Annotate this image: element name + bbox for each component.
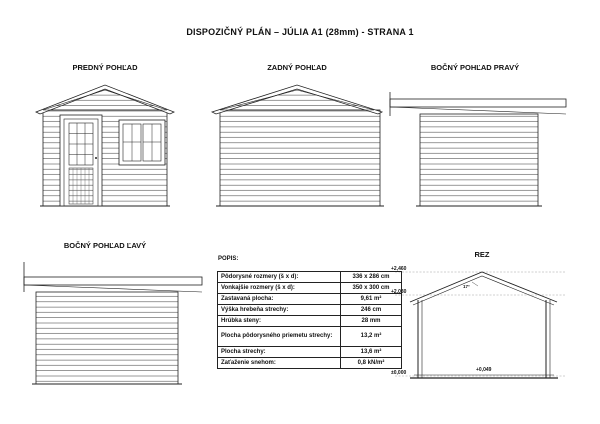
section-view-label: REZ: [474, 250, 490, 259]
table-row: Zastavaná plocha: 9,61 m²: [218, 294, 402, 305]
popis-label: POPIS:: [218, 256, 239, 262]
level-top: +2,460: [391, 266, 407, 272]
table-row: Vonkajšie rozmery (š x d): 350 x 300 cm: [218, 283, 402, 294]
side-right-view-drawing: [390, 92, 566, 206]
page-title: DISPOZIČNÝ PLÁN – JÚLIA A1 (28mm) - STRANA 1: [186, 27, 414, 37]
table-row: Plocha pôdorysného priemetu strechy: 13,2 m²: [218, 327, 402, 347]
table-row: Zaťaženie snehom: 0,8 kN/m²: [218, 358, 402, 369]
side-left-view-drawing: [24, 262, 202, 384]
table-row: Hrúbka steny: 28 mm: [218, 316, 402, 327]
table-row: Plocha strechy: 13,6 m²: [218, 347, 402, 358]
front-view-drawing: [36, 85, 174, 206]
table-row: Výška hrebeňa strechy: 246 cm: [218, 305, 402, 316]
spec-table: [217, 271, 402, 369]
level-floor: +0,049: [476, 367, 492, 373]
back-view-label: ZADNÝ POHĽAD: [267, 63, 327, 72]
side-left-view-label: BOČNÝ POHĽAD ĽAVÝ: [63, 241, 147, 250]
level-eave: +2,030: [391, 289, 407, 295]
section-drawing: [395, 272, 566, 378]
side-right-view-label: BOČNÝ POHĽAD PRAVÝ: [430, 63, 520, 72]
table-row: Pôdorysné rozmery (š x d): 336 x 286 cm: [218, 272, 402, 283]
level-base: ±0,000: [391, 370, 407, 376]
back-view-drawing: [212, 85, 384, 206]
front-view-label: PREDNÝ POHĽAD: [72, 63, 138, 72]
roof-angle: 17°: [463, 284, 470, 289]
